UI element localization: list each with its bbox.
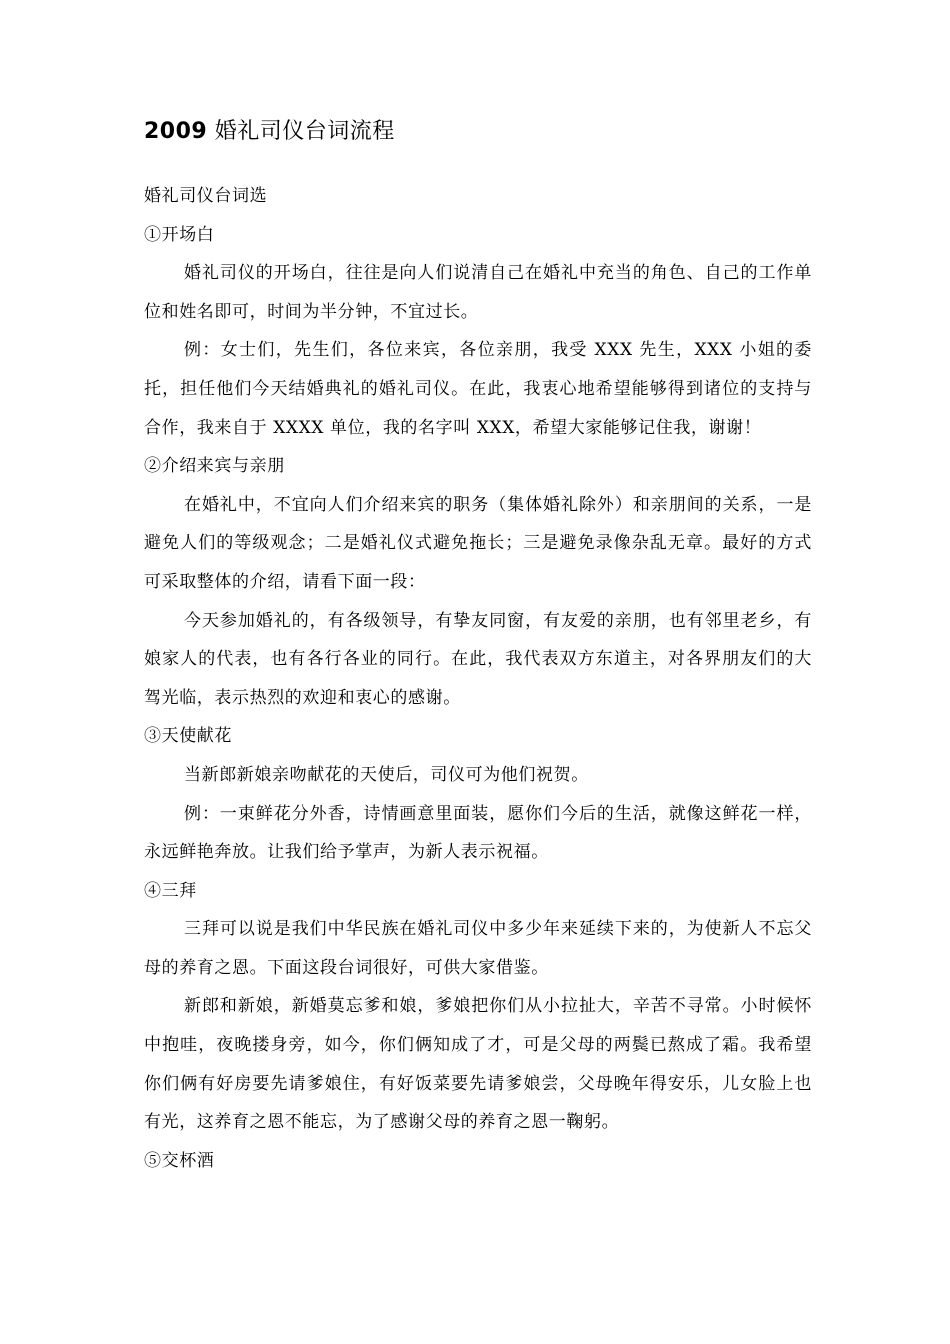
document-body bbox=[144, 115, 812, 1180]
section-heading-three-bows: ④三拜 bbox=[144, 880, 197, 901]
paragraph: 在婚礼中，不宜向人们介绍来宾的职务（集体婚礼除外）和亲朋间的关系，一是避免人们的等级观念；二是婚礼仪式避免拖长；三是避免录像杂乱无章。最好的方式可采取整体的介绍，请看下面一段： bbox=[144, 494, 812, 592]
section-heading-wedding-toast: ⑤交杯酒 bbox=[144, 1150, 215, 1171]
paragraph: 三拜可以说是我们中华民族在婚礼司仪中多少年来延续下来的，为使新人不忘父母的养育之恩。下面这段台词很好，可供大家借鉴。 bbox=[144, 919, 812, 978]
section-heading-angel-flowers: ③天使献花 bbox=[144, 726, 232, 747]
section-heading-opening: ①开场白 bbox=[144, 224, 215, 245]
title-text: 婚礼司仪台词流程 bbox=[214, 119, 395, 144]
paragraph: 婚礼司仪的开场白，往往是向人们说清自己在婚礼中充当的角色、自己的工作单位和姓名即可，时间为半分钟，不宜过长。 bbox=[144, 263, 812, 322]
document-subtitle: 婚礼司仪台词选 bbox=[144, 186, 268, 206]
paragraph: 今天参加婚礼的，有各级领导，有挚友同窗，有友爱的亲朋，也有邻里老乡，有娘家人的代表，也有各行各业的同行。在此，我代表双方东道主，对各界朋友们的大驾光临，表示热烈的欢迎和衷心的感谢。 bbox=[144, 610, 812, 708]
section-heading-introduce-guests: ②介绍来宾与亲朋 bbox=[144, 456, 285, 477]
paragraph: 当新郎新娘亲吻献花的天使后，司仪可为他们祝贺。 bbox=[184, 764, 589, 785]
title-year: 2009 bbox=[144, 119, 208, 144]
paragraph: 新郎和新娘，新婚莫忘爹和娘，爹娘把你们从小拉扯大，辛苦不寻常。小时候怀中抱哇，夜晚搂身旁，如今，你们俩知成了才，可是父母的两鬓已熬成了霜。我希望你们俩有好房要先请爹娘住，有好饭菜要先请爹娘尝，父母晚年得安乐，儿女脸上也有光，这养育之恩不能忘，为了感谢父母的养育之恩一鞠躬。 bbox=[144, 996, 812, 1133]
paragraph: 例：女士们，先生们，各位来宾，各位亲朋，我受 XXX 先生，XXX 小姐的委托，担任他们今天结婚典礼的婚礼司仪。在此，我衷心地希望能够得到诸位的支持与合作，我来自于 XXXX 单位，我的名字叫 XXX，希望大家能够记住我，谢谢！ bbox=[144, 340, 812, 438]
document-title bbox=[144, 115, 812, 149]
paragraph: 例：一束鲜花分外香，诗情画意里面装，愿你们今后的生活，就像这鲜花一样，永远鲜艳奔放。让我们给予掌声，为新人表示祝福。 bbox=[144, 803, 812, 863]
